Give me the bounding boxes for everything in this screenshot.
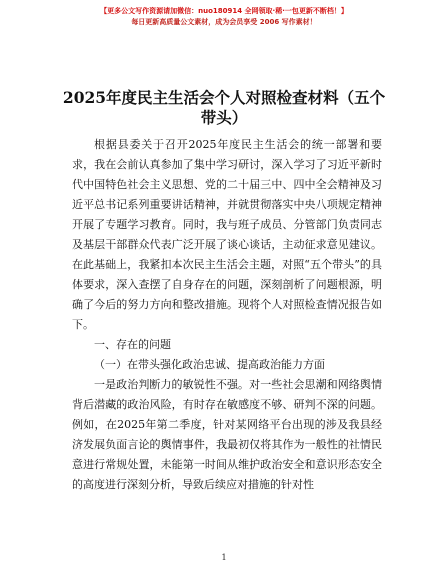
subsection-heading: （一）在带头强化政治忠诚、提高政治能力方面 bbox=[94, 358, 325, 371]
promo-banner-line-1: 【更多公文写作资源请加微信：nuo180914 全网领取·稀·一包更新不断档！】 bbox=[100, 7, 348, 15]
document-body bbox=[72, 135, 382, 495]
body-paragraph: 一是政治判断力的敏锐性不强。对一些社会思潮和网络舆情背后潜藏的政治风险，有时存在敏感度不够、研判不深的问题。例如，在2025年第二季度，针对某网络平台出现的涉及我县经济发展负面言论的舆情事件，我最初仅将其作为一般性的社情民意进行常规处置，未能第一时间从维护政治安全和意识形态安全的高度进行深刻分析，导致后续应对措施的针对性 bbox=[72, 378, 382, 491]
document-title: 2025年度民主生活会个人对照检查材料（五个带头） bbox=[62, 88, 386, 127]
promo-banner bbox=[0, 6, 448, 28]
page-number: 1 bbox=[221, 553, 227, 562]
promo-banner-line-2: 每日更新高质量公文素材，成为会员享受 2006 写作素材！ bbox=[131, 18, 317, 26]
section-heading: 一、存在的问题 bbox=[94, 338, 171, 351]
intro-paragraph: 根据县委关于召开2025年度民主生活会的统一部署和要求，我在会前认真参加了集中学习研讨，深入学习了习近平新时代中国特色社会主义思想、党的二十届三中、四中全会精神及习近平总书记系列重要讲话精神，并就贯彻落实中央八项规定精神开展了专题学习教育。同时，我与班子成员、分管部门负责同志及基层干部群众代表广泛开展了谈心谈话，主动征求意见建议。在此基础上，我紧扣本次民主生活会主题，对照“五个带头”的具体要求，深入查摆了自身存在的问题，深刻剖析了问题根源，明确了今后的努力方向和整改措施。现将个人对照检查情况报告如下。 bbox=[72, 138, 382, 331]
